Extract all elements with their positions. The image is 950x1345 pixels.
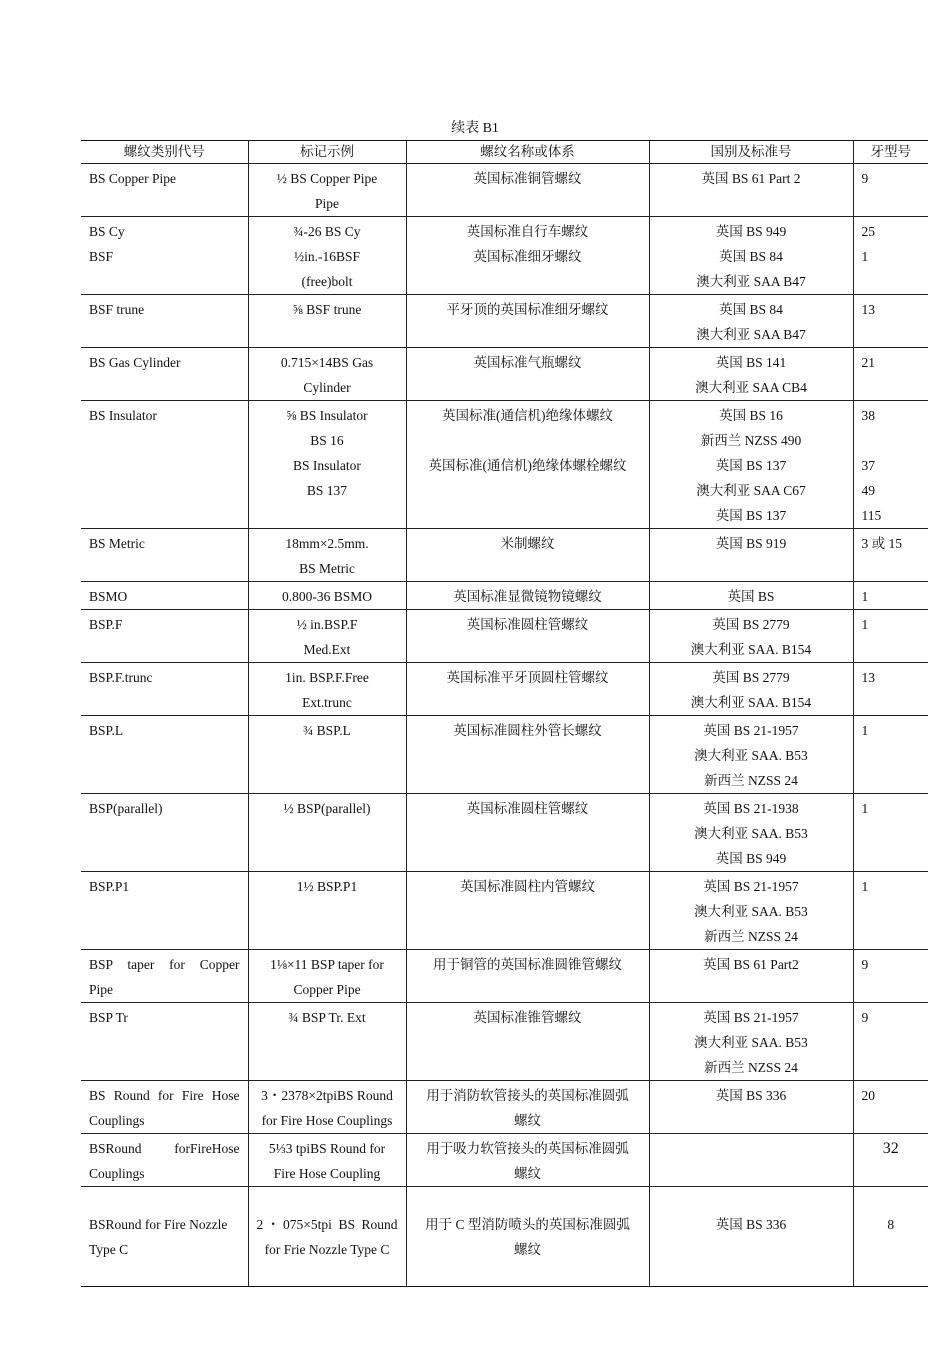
cell-code xyxy=(81,663,248,716)
table-row xyxy=(81,716,928,794)
cell-profile xyxy=(853,529,928,582)
cell-standard-line: 英国 BS xyxy=(727,589,775,604)
cell-example-line: BS Metric xyxy=(299,561,355,576)
cell-standard-line: 英国 BS 141 xyxy=(715,355,787,370)
cell-code-line: Pipe xyxy=(89,982,114,997)
cell-standard xyxy=(649,164,853,217)
cell-code-line: BSF trune xyxy=(89,302,145,317)
cell-code-line: BSMO xyxy=(89,589,128,604)
cell-code xyxy=(81,348,248,401)
cell-standard-line: 澳大利亚 SAA. B53 xyxy=(694,904,808,919)
cell-thread-name xyxy=(406,872,649,950)
table-row xyxy=(81,217,928,295)
cell-standard-line: 英国 BS 21-1938 xyxy=(703,801,799,816)
cell-profile xyxy=(853,295,928,348)
cell-example xyxy=(248,529,406,582)
cell-example-line: BS Insulator xyxy=(293,458,361,473)
cell-standard xyxy=(649,1187,853,1287)
cell-thread-name-line: 英国标准铜管螺纹 xyxy=(473,171,582,186)
cell-profile-line: 1 xyxy=(861,249,869,264)
cell-standard xyxy=(649,794,853,872)
cell-standard-line: 澳大利亚 SAA. B53 xyxy=(694,826,808,841)
table-row xyxy=(81,872,928,950)
cell-standard-line: 英国 BS 137 xyxy=(715,508,787,523)
cell-standard-line: 英国 BS 61 Part2 xyxy=(703,957,799,972)
table-row xyxy=(81,663,928,716)
header-name: 螺纹名称或体系 xyxy=(406,141,649,164)
cell-standard-line: 澳大利亚 SAA B47 xyxy=(696,274,806,289)
cell-thread-name xyxy=(406,529,649,582)
cell-profile-line: 21 xyxy=(861,355,875,370)
cell-code-line: BSP.F xyxy=(89,617,123,632)
cell-thread-name xyxy=(406,217,649,295)
cell-thread-name-line: 螺纹 xyxy=(514,1113,541,1128)
cell-example-line: ⅝ BS Insulator xyxy=(286,408,368,423)
cell-code xyxy=(81,1003,248,1081)
cell-profile-line: 13 xyxy=(861,302,875,317)
cell-standard xyxy=(649,348,853,401)
cell-standard xyxy=(649,582,853,610)
cell-example xyxy=(248,582,406,610)
table-row xyxy=(81,164,928,217)
table-row xyxy=(81,348,928,401)
cell-thread-name-line: 用于消防软管接头的英国标准圆弧 xyxy=(426,1088,629,1103)
cell-code xyxy=(81,794,248,872)
cell-standard xyxy=(649,1081,853,1134)
cell-profile-line: 13 xyxy=(861,670,875,685)
cell-standard-line: 澳大利亚 SAA CB4 xyxy=(695,380,807,395)
cell-example-line: Cylinder xyxy=(303,380,351,395)
cell-example-line: 1½ BSP.P1 xyxy=(296,879,358,894)
cell-standard-line: 英国 BS 949 xyxy=(715,224,787,239)
cell-example xyxy=(248,401,406,529)
cell-thread-name xyxy=(406,794,649,872)
cell-standard-line: 英国 BS 84 xyxy=(719,249,783,264)
cell-thread-name-line: 英国标准平牙顶圆柱管螺纹 xyxy=(446,670,609,685)
cell-example-line: ½ BS Copper Pipe xyxy=(276,171,378,186)
cell-example-line: 0.715×14BS Gas xyxy=(280,355,374,370)
cell-profile-line: 115 xyxy=(861,508,882,523)
cell-profile xyxy=(853,217,928,295)
cell-standard xyxy=(649,663,853,716)
cell-thread-name-line: 平牙顶的英国标准细牙螺纹 xyxy=(446,302,609,317)
cell-profile-line xyxy=(862,428,921,453)
cell-example-line: 5⅓3 tpiBS Round for xyxy=(268,1141,386,1156)
table-row xyxy=(81,295,928,348)
cell-profile-line: 9 xyxy=(861,957,869,972)
cell-thread-name xyxy=(406,348,649,401)
cell-standard-line: 新西兰 NZSS 24 xyxy=(704,1060,798,1075)
table-row xyxy=(81,950,928,1003)
cell-example xyxy=(248,663,406,716)
cell-code-line: BSRound for Fire Nozzle xyxy=(89,1217,228,1232)
cell-profile xyxy=(853,348,928,401)
cell-profile xyxy=(853,663,928,716)
cell-profile-line: 1 xyxy=(861,723,869,738)
cell-example-line: ¾-26 BS Cy xyxy=(293,224,361,239)
cell-profile-line: 8 xyxy=(887,1217,895,1232)
cell-code xyxy=(81,1187,248,1287)
cell-thread-name-line: 英国标准圆柱内管螺纹 xyxy=(460,879,595,894)
cell-profile-line: 1 xyxy=(861,589,869,604)
cell-example-line: ½ BSP(parallel) xyxy=(283,801,371,816)
cell-standard-line: 新西兰 NZSS 24 xyxy=(704,929,798,944)
cell-standard-line: 澳大利亚 SAA B47 xyxy=(696,327,806,342)
cell-example-line: Copper Pipe xyxy=(293,982,361,997)
cell-profile-line: 20 xyxy=(861,1088,875,1103)
cell-standard xyxy=(649,716,853,794)
cell-example xyxy=(248,1081,406,1134)
cell-code-line: BS Cy xyxy=(89,224,125,239)
cell-code xyxy=(81,401,248,529)
cell-standard-line: 英国 BS 949 xyxy=(715,851,787,866)
cell-code xyxy=(81,872,248,950)
cell-standard xyxy=(649,610,853,663)
cell-standard xyxy=(649,295,853,348)
cell-standard-line: 英国 BS 21-1957 xyxy=(703,1010,799,1025)
cell-code xyxy=(81,716,248,794)
cell-example-line: 2・075×5tpi BS Round xyxy=(256,1217,398,1232)
cell-standard-line: 英国 BS 919 xyxy=(715,536,787,551)
cell-example xyxy=(248,716,406,794)
cell-code xyxy=(81,582,248,610)
cell-profile xyxy=(853,401,928,529)
cell-thread-name-line: 用于吸力软管接头的英国标准圆弧 xyxy=(426,1141,629,1156)
cell-thread-name-line: 英国标准圆柱外管长螺纹 xyxy=(453,723,602,738)
cell-thread-name-line: 用于铜管的英国标准圆锥管螺纹 xyxy=(433,957,622,972)
cell-code xyxy=(81,610,248,663)
table-row xyxy=(81,529,928,582)
cell-code-line: BSP.P1 xyxy=(89,879,130,894)
cell-standard xyxy=(649,217,853,295)
cell-code-line: BS Round for Fire Hose xyxy=(89,1088,240,1103)
cell-example-line: Fire Hose Coupling xyxy=(273,1166,381,1181)
table-row xyxy=(81,401,928,529)
cell-code-line: BS Metric xyxy=(89,536,145,551)
cell-standard-line: 澳大利亚 SAA. B154 xyxy=(690,695,812,710)
cell-profile xyxy=(853,582,928,610)
cell-standard-line: 新西兰 NZSS 490 xyxy=(700,433,802,448)
cell-code-line: BSRound forFireHose xyxy=(89,1141,240,1156)
cell-profile xyxy=(853,1003,928,1081)
cell-thread-name-line: 英国标准气瓶螺纹 xyxy=(473,355,582,370)
table-row xyxy=(81,610,928,663)
cell-example-line: ½ in.BSP.F xyxy=(296,617,358,632)
cell-standard-line: 英国 BS 61 Part 2 xyxy=(701,171,801,186)
cell-thread-name xyxy=(406,716,649,794)
cell-code-line: Type C xyxy=(89,1242,129,1257)
cell-example xyxy=(248,348,406,401)
cell-code xyxy=(81,295,248,348)
cell-example-line: 3・2378×2tpiBS Round xyxy=(261,1088,393,1103)
table-caption: 续表 B1 xyxy=(451,121,499,136)
cell-thread-name xyxy=(406,1003,649,1081)
cell-example xyxy=(248,872,406,950)
header-code: 螺纹类别代号 xyxy=(81,141,248,164)
cell-code xyxy=(81,529,248,582)
cell-code-line: Couplings xyxy=(89,1166,145,1181)
cell-thread-name xyxy=(406,582,649,610)
cell-example xyxy=(248,217,406,295)
cell-thread-name xyxy=(406,610,649,663)
cell-profile-line: 9 xyxy=(861,171,869,186)
header-example: 标记示例 xyxy=(248,141,406,164)
cell-profile-line: 1 xyxy=(861,617,869,632)
cell-example xyxy=(248,1187,406,1287)
cell-code-line: BS Copper Pipe xyxy=(89,171,177,186)
cell-thread-name-line: 英国标准圆柱管螺纹 xyxy=(466,617,589,632)
thread-standards-table xyxy=(81,140,928,1287)
cell-example-line: for Fire Hose Couplings xyxy=(261,1113,393,1128)
cell-standard-line: 澳大利亚 SAA. B53 xyxy=(694,748,808,763)
cell-example-line: Ext.trunc xyxy=(302,695,352,710)
cell-standard-line: 英国 BS 336 xyxy=(715,1217,787,1232)
table-row xyxy=(81,1081,928,1134)
cell-standard-line: 英国 BS 21-1957 xyxy=(703,879,799,894)
cell-thread-name-line: 英国标准细牙螺纹 xyxy=(473,249,582,264)
cell-profile xyxy=(853,1187,928,1287)
cell-standard xyxy=(649,529,853,582)
cell-standard xyxy=(649,1003,853,1081)
cell-code xyxy=(81,1134,248,1187)
cell-thread-name xyxy=(406,1187,649,1287)
cell-thread-name xyxy=(406,401,649,529)
cell-thread-name-line xyxy=(415,428,641,453)
cell-code-line: BSF xyxy=(89,249,114,264)
cell-standard-line: 英国 BS 137 xyxy=(715,458,787,473)
cell-profile-line: 9 xyxy=(861,1010,869,1025)
cell-code-line: Couplings xyxy=(89,1113,145,1128)
cell-standard-line: 英国 BS 84 xyxy=(719,302,783,317)
cell-example-line: BS 137 xyxy=(306,483,348,498)
table-row xyxy=(81,794,928,872)
cell-thread-name-line: 英国标准自行车螺纹 xyxy=(466,224,589,239)
cell-example-line: for Frie Nozzle Type C xyxy=(264,1242,390,1257)
cell-standard-line: 英国 BS 21-1957 xyxy=(703,723,799,738)
cell-example-line: Pipe xyxy=(314,196,339,211)
cell-standard xyxy=(649,950,853,1003)
cell-thread-name-line: 螺纹 xyxy=(514,1166,541,1181)
cell-thread-name xyxy=(406,1134,649,1187)
cell-example-line: (free)bolt xyxy=(301,274,353,289)
header-row xyxy=(81,141,928,164)
cell-thread-name xyxy=(406,1081,649,1134)
cell-example-line: ¾ BSP.L xyxy=(303,723,351,738)
cell-example-line: 1⅛×11 BSP taper for xyxy=(270,957,384,972)
cell-example-line: 0.800-36 BSMO xyxy=(281,589,372,604)
header-profile: 牙型号 xyxy=(853,141,928,164)
table-row xyxy=(81,1187,928,1287)
cell-standard-line: 澳大利亚 SAA. B53 xyxy=(694,1035,808,1050)
cell-standard-line: 英国 BS 336 xyxy=(715,1088,787,1103)
cell-profile xyxy=(853,1081,928,1134)
cell-thread-name xyxy=(406,663,649,716)
cell-profile-line: 3 或 15 xyxy=(861,536,902,551)
cell-profile-line: 49 xyxy=(861,483,875,498)
cell-code-line: BS Insulator xyxy=(89,408,157,423)
table-row xyxy=(81,1003,928,1081)
cell-standard-line: 澳大利亚 SAA. B154 xyxy=(690,642,812,657)
cell-profile xyxy=(853,1134,928,1187)
cell-code xyxy=(81,950,248,1003)
cell-standard-line: 澳大利亚 SAA C67 xyxy=(696,483,806,498)
cell-example xyxy=(248,1134,406,1187)
header-standard: 国别及标准号 xyxy=(649,141,853,164)
cell-standard xyxy=(649,401,853,529)
cell-example-line: 18mm×2.5mm. xyxy=(285,536,369,551)
cell-profile xyxy=(853,950,928,1003)
cell-thread-name-line: 英国标准圆柱管螺纹 xyxy=(466,801,589,816)
cell-example xyxy=(248,164,406,217)
cell-profile xyxy=(853,164,928,217)
cell-example-line: ¾ BSP Tr. Ext xyxy=(288,1010,366,1025)
cell-profile xyxy=(853,794,928,872)
cell-code-line: BSP taper for Copper xyxy=(89,957,240,972)
cell-thread-name xyxy=(406,295,649,348)
cell-thread-name-line: 英国标准显微镜物镜螺纹 xyxy=(453,589,602,604)
cell-thread-name xyxy=(406,164,649,217)
cell-standard xyxy=(649,872,853,950)
cell-standard xyxy=(649,1134,853,1187)
cell-example xyxy=(248,950,406,1003)
cell-thread-name-line: 用于 C 型消防喷头的英国标准圆弧 xyxy=(425,1217,630,1232)
cell-example-line: BS 16 xyxy=(310,433,344,448)
cell-code xyxy=(81,164,248,217)
table-row xyxy=(81,582,928,610)
cell-profile-line: 25 xyxy=(861,224,875,239)
cell-profile-line: 1 xyxy=(861,801,869,816)
cell-example-line: 1in. BSP.F.Free xyxy=(285,670,369,685)
cell-standard-line: 英国 BS 2779 xyxy=(712,670,790,685)
cell-profile-line: 1 xyxy=(861,879,869,894)
cell-code-line: BSP.L xyxy=(89,723,124,738)
cell-example-line: ⅝ BSF trune xyxy=(292,302,362,317)
cell-profile-line: 37 xyxy=(861,458,875,473)
cell-thread-name-line: 英国标准锥管螺纹 xyxy=(473,1010,582,1025)
cell-example xyxy=(248,1003,406,1081)
cell-standard-line: 新西兰 NZSS 24 xyxy=(704,773,798,788)
cell-thread-name xyxy=(406,950,649,1003)
cell-code xyxy=(81,217,248,295)
cell-example xyxy=(248,295,406,348)
cell-profile-line: 38 xyxy=(861,408,875,423)
cell-profile xyxy=(853,610,928,663)
cell-code-line: BSP(parallel) xyxy=(89,801,163,816)
cell-example xyxy=(248,794,406,872)
cell-thread-name-line: 米制螺纹 xyxy=(500,536,555,551)
cell-code xyxy=(81,1081,248,1134)
cell-profile xyxy=(853,872,928,950)
cell-thread-name-line: 英国标准(通信机)绝缘体螺纹 xyxy=(442,408,613,423)
table-row xyxy=(81,1134,928,1187)
cell-standard-line: 英国 BS 16 xyxy=(719,408,783,423)
cell-thread-name-line: 英国标准(通信机)绝缘体螺栓螺纹 xyxy=(428,458,627,473)
cell-profile xyxy=(853,716,928,794)
cell-code-line: BSP Tr xyxy=(89,1010,128,1025)
cell-code-line: BS Gas Cylinder xyxy=(89,355,181,370)
cell-example-line: Med.Ext xyxy=(303,642,351,657)
cell-thread-name-line: 螺纹 xyxy=(514,1242,541,1257)
cell-code-line: BSP.F.trunc xyxy=(89,670,153,685)
cell-example xyxy=(248,610,406,663)
cell-profile-line: 32 xyxy=(882,1140,899,1157)
cell-standard-line: 英国 BS 2779 xyxy=(712,617,790,632)
cell-example-line: ½in.-16BSF xyxy=(293,249,361,264)
